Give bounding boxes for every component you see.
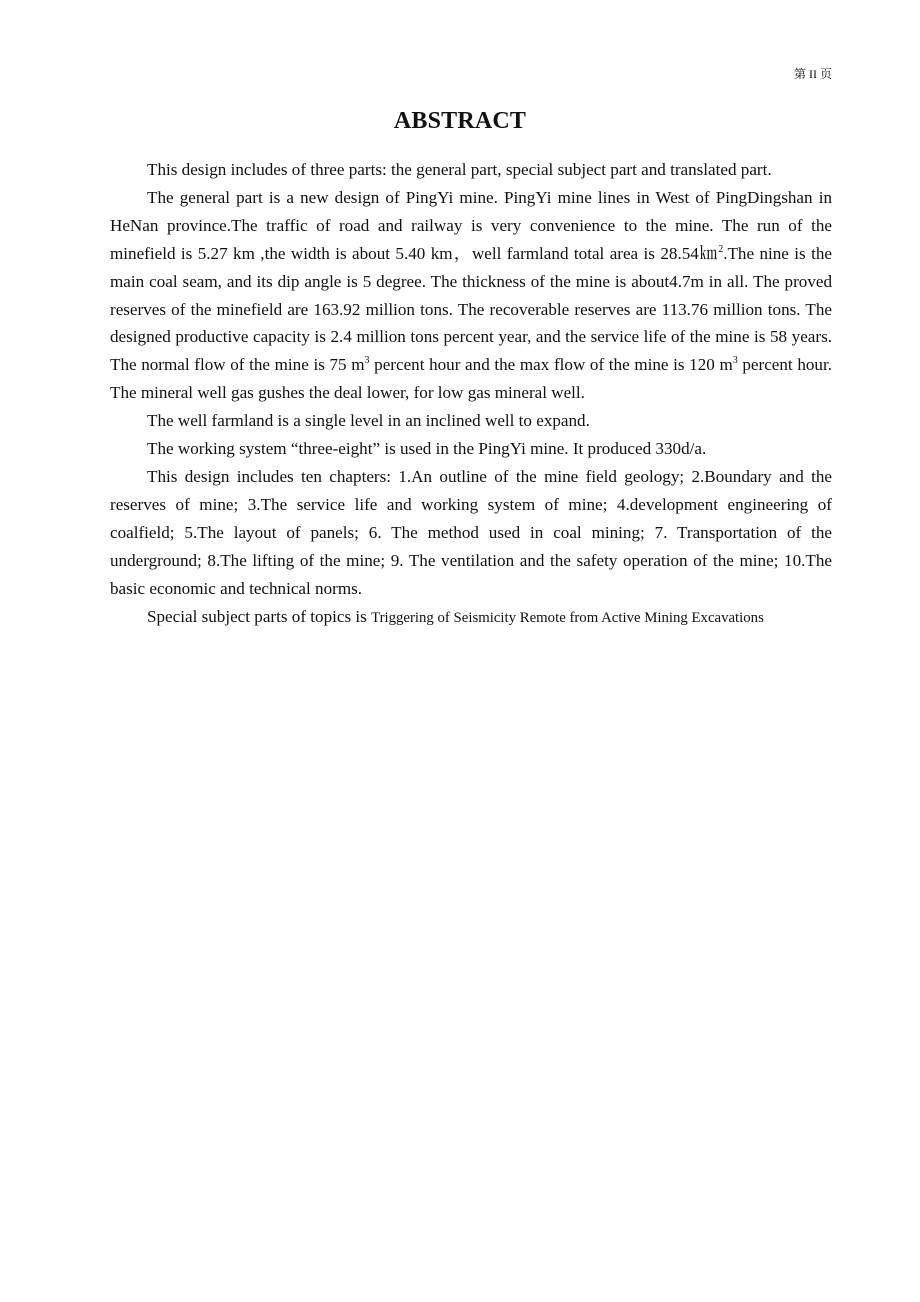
max-flow-exponent: 3 [732,355,738,367]
paragraph-special-topic [110,603,832,633]
paragraph-working-system: The working system “three-eight” is used in the PingYi mine. It produced 330d/a. [147,439,707,459]
general-text-g: percent hour. The mineral well gas gushes the deal lower, for low gas mineral well. [110,355,832,403]
general-text-c: .The nine is the main coal seam, and its dip angle is 5 degree. The thickness of the mine is about4.7m in all. The proved reserves of the minefield are 163.92 million tons. The recoverable reserves are 113.76 million tons. The designed productive capacity is 2.4 million tons percent year, and the service life of the mine is 58 years. The normal flow of the mine is 75 m [110,243,832,375]
normal-flow-exponent: 3 [364,355,370,367]
paragraph-chapters: This design includes ten chapters: 1.An outline of the mine field geology; 2.Boundary and the reserves of mine; 3.The service life and working system of mine; 4.development engineering of coalfield; 5.The layout of panels; 6. The method used in coal mining; 7. Transportation of the underground; 8.The lifting of the mine; 9. The ventilation and the safety operation of the mine; 10.The basic economic and technical norms. [110,466,832,598]
area-unit-exponent: 2 [718,243,724,255]
paragraph-general-part [110,184,832,407]
special-topic-prefix: Special subject parts of topics is [147,606,372,626]
special-topic-title: Triggering of Seismicity Remote from Active Mining Excavations [371,609,764,626]
paragraph-well-farmland: The well farmland is a single level in an inclined well to expand. [147,411,590,431]
general-text-e: percent hour and the max flow of the mine is 120 m [369,355,733,375]
general-text-a: The general part is a new design of PingYi mine. PingYi mine lines in West of PingDingshan in HeNan province.The traffic of road and railway is very convenience to the mine. The run of the minefield is 5.27 km ,the width is about 5.40 km，well farmland total area is 28.54㎞ [110,187,832,263]
abstract-body [110,156,832,632]
page-number: 第 II 页 [794,67,832,81]
abstract-title: ABSTRACT [393,108,527,134]
paragraph-intro: This design includes of three parts: the general part, special subject part and translated part. [147,160,772,179]
